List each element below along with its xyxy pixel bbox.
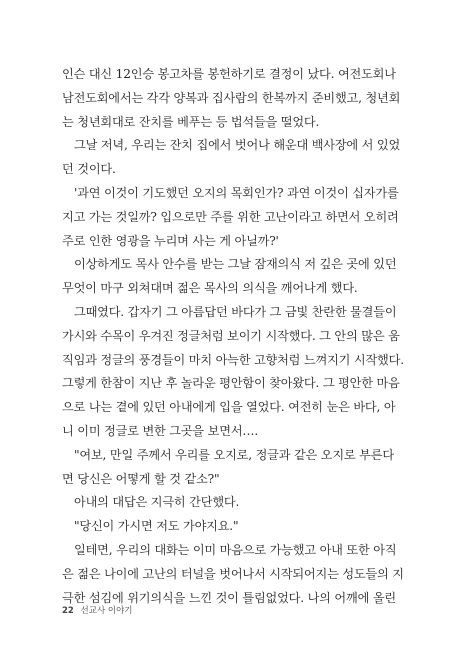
text-line: 그날 저녁, 우리는 잔치 집에서 벗어나 해운대 백사장에 서 있었: [74, 138, 401, 153]
page-footer: [62, 604, 133, 616]
paragraph: [62, 491, 412, 515]
paragraph: [62, 515, 412, 539]
text-line: "여보, 만일 주께서 우리를 오지로, 정글과 같은 오지로 부른다: [74, 447, 394, 462]
text-line: 으로 나는 곁에 있던 아내에게 입을 열었다. 여전히 눈은 바다, 아: [62, 400, 396, 415]
text-line: 직임과 정글의 풍경들이 마치 아늑한 고향처럼 느껴지기 시작했다.: [62, 352, 404, 367]
paragraph: [62, 182, 412, 253]
text-line: 지고 가는 것일까? 입으로만 주를 위한 고난이라고 하면서 오히려: [62, 209, 399, 224]
paragraph: [62, 63, 412, 134]
body-text: [62, 63, 412, 610]
page-number: 22: [62, 606, 74, 616]
text-line: 아내의 대답은 지극히 간단했다.: [74, 495, 240, 510]
paragraph: [62, 444, 412, 492]
text-line: 그때였다. 갑자기 그 아름답던 바다가 그 금빛 찬란한 물결들이: [74, 304, 397, 319]
text-line: 면 당신은 어떻게 할 것 같소?": [62, 471, 220, 486]
text-line: 극한 섬김에 위기의식을 느낀 것이 틀림없었다. 나의 어깨에 올린: [62, 590, 396, 605]
text-line: 이상하게도 목사 안수를 받는 그날 잠재의식 저 깊은 곳에 있던: [74, 257, 397, 272]
text-line: "당신이 가시면 저도 가야지요.": [74, 519, 239, 534]
text-line: 가시와 수목이 우겨진 정글처럼 보이기 시작했다. 그 안의 많은 움: [62, 328, 400, 343]
text-line: 던 것이다.: [62, 162, 116, 177]
text-line: '과연 이것이 기도했던 오지의 목회인가? 과연 이것이 십자가를: [74, 185, 399, 200]
text-line: 일테면, 우리의 대화는 이미 마음으로 가능했고 아내 또한 아직: [74, 542, 397, 557]
text-line: 남전도회에서는 각각 양복과 집사람의 한복까지 준비했고, 청년회: [62, 90, 401, 105]
book-title: 선교사 이야기: [80, 606, 133, 616]
text-line: 인슨 대신 12인승 봉고차를 봉헌하기로 결정이 났다. 여전도회나: [62, 67, 396, 81]
paragraph: [62, 134, 412, 182]
text-line: 은 젊은 나이에 고난의 터널을 벗어나서 시작되어지는 성도들의 지: [62, 566, 404, 581]
paragraph: [62, 301, 412, 444]
text-line: 는 청년회대로 잔치를 베푸는 등 법석들을 떨었다.: [62, 114, 320, 129]
paragraph: [62, 253, 412, 301]
paragraph: [62, 539, 412, 610]
text-line: 니 이미 정글로 변한 그곳을 보면서….: [62, 423, 259, 438]
text-line: 주로 인한 영광을 누리며 사는 게 아닐까?': [62, 233, 279, 248]
text-line: 그렇게 한참이 지난 후 놀라운 평안함이 찾아왔다. 그 평안한 마음: [62, 376, 400, 391]
text-line: 무엇이 마구 외쳐대며 젊은 목사의 의식을 깨어나게 했다.: [62, 281, 358, 296]
